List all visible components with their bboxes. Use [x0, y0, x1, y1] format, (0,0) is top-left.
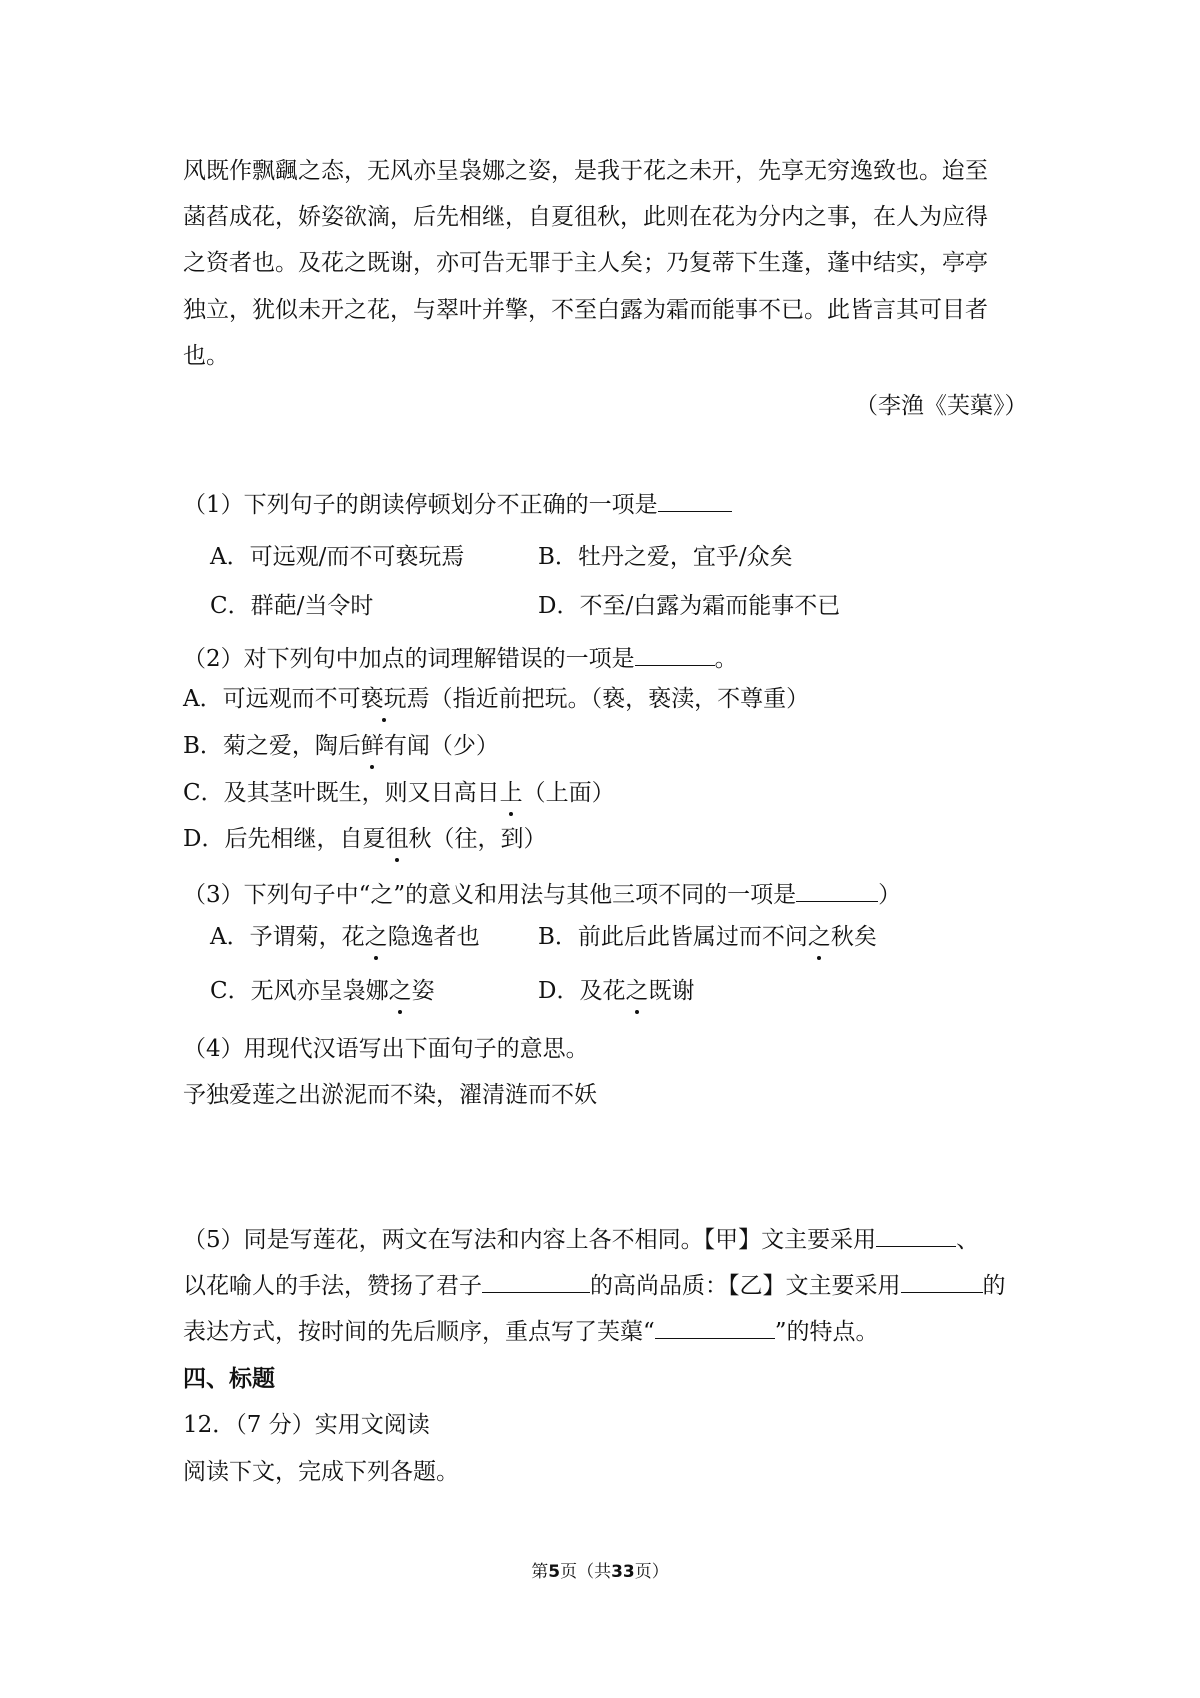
- q5-line-2b: 的高尚品质：【乙】文主要采用: [590, 1273, 901, 1299]
- q3-option-a-pre: A．予谓菊，花: [210, 924, 365, 950]
- q2-option-a-dotted: 亵玩: [361, 683, 407, 715]
- q2-option-b: [183, 730, 499, 762]
- q3-option-a-dotted: 之: [365, 921, 388, 953]
- q2-option-a: [183, 683, 809, 715]
- q2-answer-blank: [635, 643, 715, 666]
- q2-option-b-pre: B．菊之爱，陶后: [183, 733, 361, 759]
- q3-option-b-pre: B．前此后此皆属过而不问: [538, 924, 808, 950]
- q3-option-d-dotted: 之: [625, 975, 648, 1007]
- q1-stem-text: （1）下列句子的朗读停顿划分不正确的一项是: [183, 492, 658, 518]
- q5-line-2: [183, 1270, 1006, 1302]
- q1-option-b: B．牡丹之爱，宜乎/众矣: [538, 544, 793, 570]
- q5-line-2c: 的: [982, 1273, 1006, 1299]
- q3-stem: [183, 879, 901, 911]
- q5-line-1a: （5）同是写莲花，两文在写法和内容上各不相同。【甲】文主要采用: [183, 1227, 877, 1253]
- q3-option-d-post: 既谢: [648, 978, 695, 1004]
- q3-option-d-pre: D．及花: [538, 978, 626, 1004]
- footer-pre: 第: [531, 1562, 549, 1582]
- q3-stem-text: （3）下列句子中“之”的意义和用法与其他三项不同的一项是: [183, 882, 797, 908]
- q5-line-1: [183, 1224, 979, 1256]
- q5-line-3: [183, 1316, 879, 1348]
- q1-answer-blank: [658, 489, 732, 512]
- q5-line-2a: 以花喻人的手法，赞扬了君子: [183, 1273, 482, 1299]
- q2-option-d-dotted: 徂: [385, 823, 408, 855]
- footer-page-number: 5: [548, 1562, 561, 1582]
- passage-line-4: 独立，犹似未开之花，与翠叶并擎，不至白露为霜而能事不已。此皆言其可目者: [183, 297, 988, 323]
- q2-option-b-dotted: 鲜: [361, 730, 384, 762]
- passage-line-1: 风既作飘颻之态，无风亦呈袅娜之姿，是我于花之未开，先享无穷逸致也。迨至: [183, 158, 988, 184]
- q1-option-a: A．可远观/而不可亵玩焉: [210, 544, 465, 570]
- section-heading: 四、标题: [183, 1365, 275, 1392]
- q2-option-c-dotted: 上: [500, 777, 523, 809]
- q1-option-d: D．不至/白露为霜而能事不已: [538, 593, 841, 619]
- q2-option-c: [183, 777, 615, 809]
- q5-blank-3: [901, 1270, 983, 1293]
- question-12-title: 12．（7 分）实用文阅读: [183, 1412, 430, 1438]
- q4-stem: （4）用现代汉语写出下面句子的意思。: [183, 1036, 589, 1062]
- q3-option-c-post: 姿: [411, 978, 435, 1004]
- q3-answer-blank: [796, 879, 878, 902]
- q2-stem-text: （2）对下列句中加点的词理解错误的一项是: [183, 646, 635, 672]
- q5-line-3a: 表达方式，按时间的先后顺序，重点写了芙蕖“: [183, 1319, 655, 1345]
- passage-source: （李渔《芙蕖》）: [855, 393, 1028, 419]
- q2-option-c-post: （上面）: [522, 780, 615, 806]
- q3-option-b-dotted: 之: [808, 921, 831, 953]
- q3-option-c: [210, 975, 435, 1007]
- q4-sentence: 予独爱莲之出淤泥而不染，濯清涟而不妖: [183, 1082, 597, 1108]
- q2-option-d: [183, 823, 546, 855]
- q5-blank-2: [482, 1270, 590, 1293]
- q2-option-a-pre: A．可远观而不可: [183, 686, 361, 712]
- q3-option-c-dotted: 之: [389, 975, 412, 1007]
- passage-line-3: 之资者也。及花之既谢，亦可告无罪于主人矣；乃复蒂下生蓬，蓬中结实，亭亭: [183, 250, 988, 276]
- q3-option-a: [210, 921, 480, 953]
- q3-option-b: [538, 921, 877, 953]
- q1-option-c: C．群葩/当令时: [210, 593, 374, 619]
- q3-option-d: [538, 975, 694, 1007]
- q2-stem: [183, 643, 738, 675]
- q2-option-d-pre: D．后先相继，自夏: [183, 826, 386, 852]
- q5-line-3b: ”的特点。: [774, 1319, 879, 1345]
- footer-total-pages: 33: [611, 1562, 635, 1582]
- footer-post: 页）: [634, 1562, 669, 1582]
- q2-option-a-post: 焉（指近前把玩。（亵，亵渎，不尊重）: [406, 686, 810, 712]
- passage-line-2: 菡萏成花，娇姿欲滴，后先相继，自夏徂秋，此则在花为分内之事，在人为应得: [183, 204, 988, 230]
- q2-option-b-post: 有闻（少）: [383, 733, 499, 759]
- q5-line-1b: 、: [956, 1227, 980, 1253]
- page-footer: [0, 1557, 1200, 1582]
- passage-line-5: 也。: [183, 343, 229, 369]
- footer-mid: 页（共: [560, 1562, 612, 1582]
- q2-stem-end: 。: [714, 646, 738, 672]
- q3-option-c-pre: C．无风亦呈袅娜: [210, 978, 389, 1004]
- q5-blank-4: [655, 1316, 775, 1339]
- q3-stem-end: ）: [878, 882, 902, 908]
- q3-option-b-post: 秋矣: [830, 924, 877, 950]
- question-12-instruction: 阅读下文，完成下列各题。: [183, 1459, 459, 1485]
- q2-option-c-pre: C．及其茎叶既生，则又日高日: [183, 780, 500, 806]
- q1-stem: [183, 489, 732, 521]
- q3-option-a-post: 隐逸者也: [387, 924, 480, 950]
- q5-blank-1: [876, 1224, 956, 1247]
- q2-option-d-post: 秋（往，到）: [408, 826, 547, 852]
